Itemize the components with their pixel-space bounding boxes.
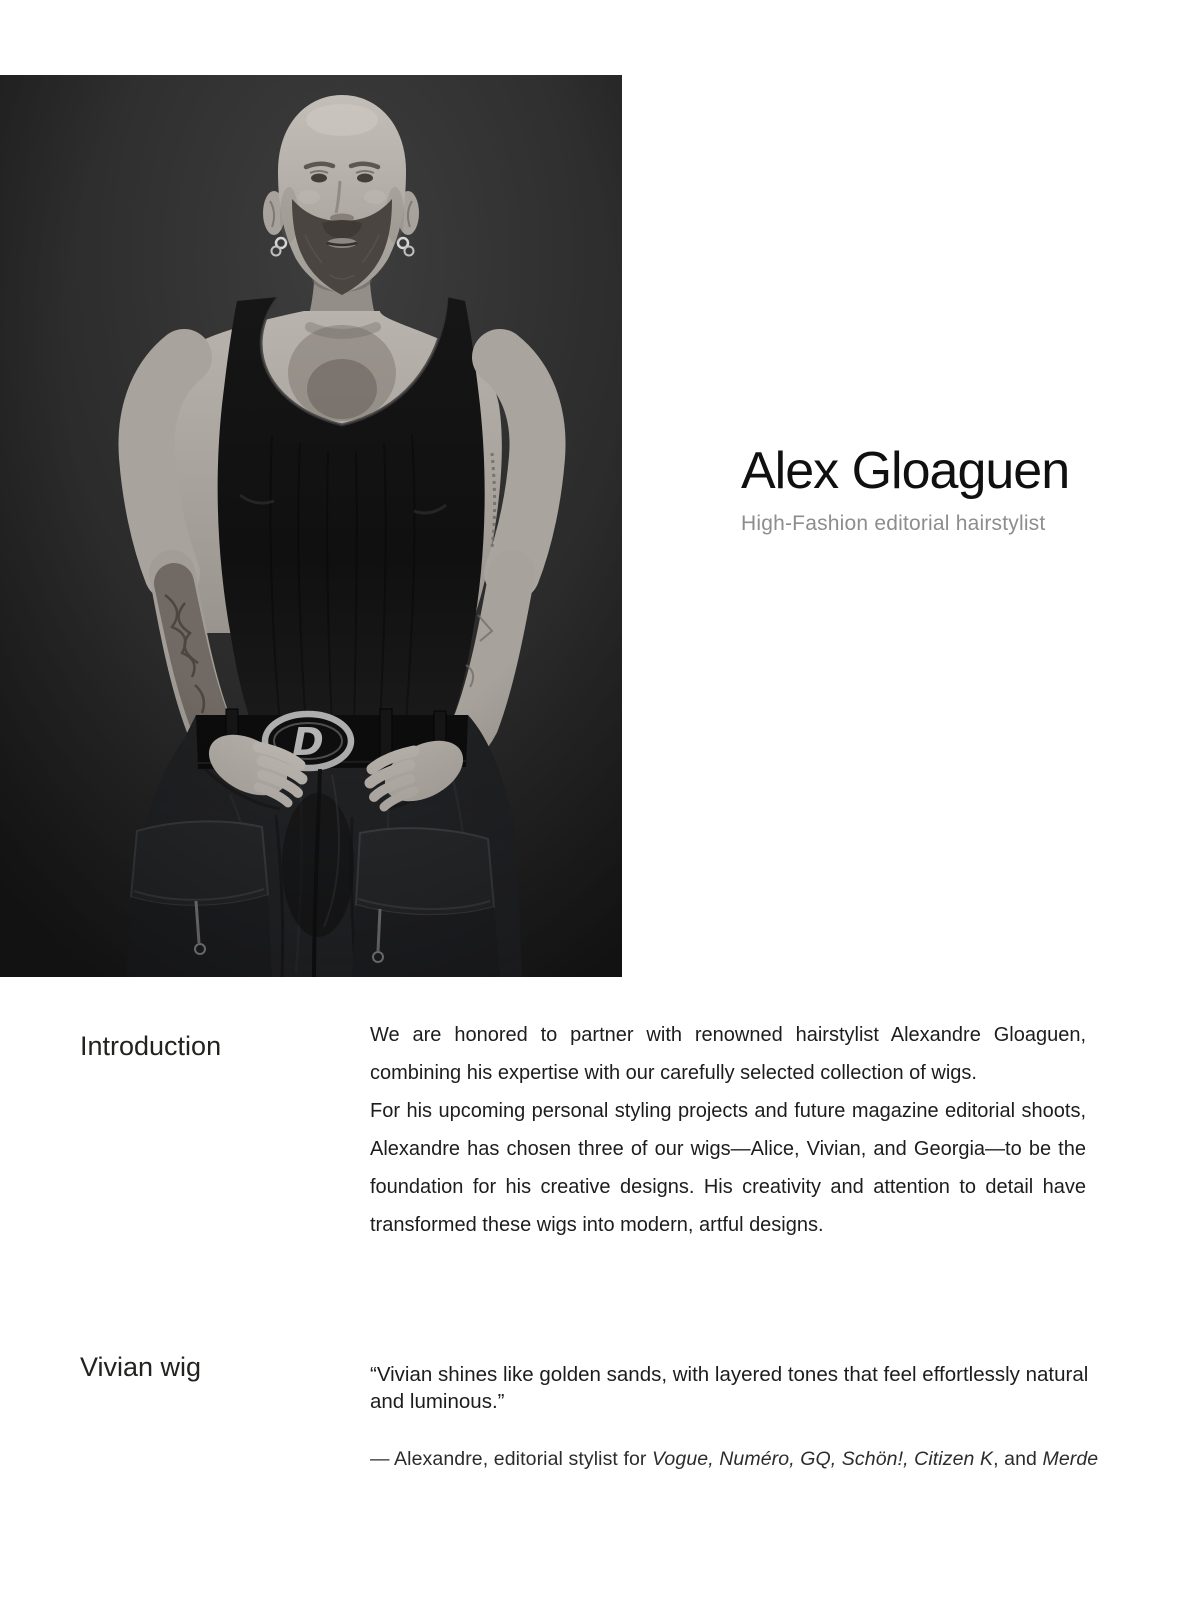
attribution-last-magazine: Merde: [1042, 1448, 1099, 1470]
page-title: Alex Gloaguen: [741, 442, 1070, 500]
page-subtitle: High-Fashion editorial hairstylist: [741, 512, 1046, 536]
attribution-magazines: Vogue, Numéro, GQ, Schön!, Citizen K: [652, 1448, 994, 1470]
introduction-body: [370, 1016, 1086, 1244]
portrait-photo: [0, 75, 622, 977]
introduction-paragraph-2: For his upcoming personal styling projects and future magazine editorial shoots, Alexandre has chosen three of our wigs—Alice, Vivian, and Georgia—to be the foundation for his creative designs. His creativity and attention to detail have transformed these wigs into modern, artful designs.: [370, 1100, 1086, 1236]
attribution-connector: , and: [993, 1448, 1043, 1470]
vivian-attribution: [370, 1446, 1130, 1472]
attribution-prefix: — Alexandre, editorial stylist for: [370, 1448, 653, 1470]
introduction-paragraph-1: We are honored to partner with renowned hairstylist Alexandre Gloaguen, combining his expertise with our carefully selected collection of wigs.: [370, 1024, 1086, 1084]
vivian-quote: “Vivian shines like golden sands, with layered tones that feel effortlessly natural and luminous.”: [370, 1363, 1089, 1413]
section-heading-introduction: Introduction: [80, 1031, 222, 1061]
section-heading-vivian-wig: Vivian wig: [80, 1352, 202, 1382]
hero-title-block: [741, 443, 1161, 536]
portrait-illustration: [0, 75, 622, 977]
